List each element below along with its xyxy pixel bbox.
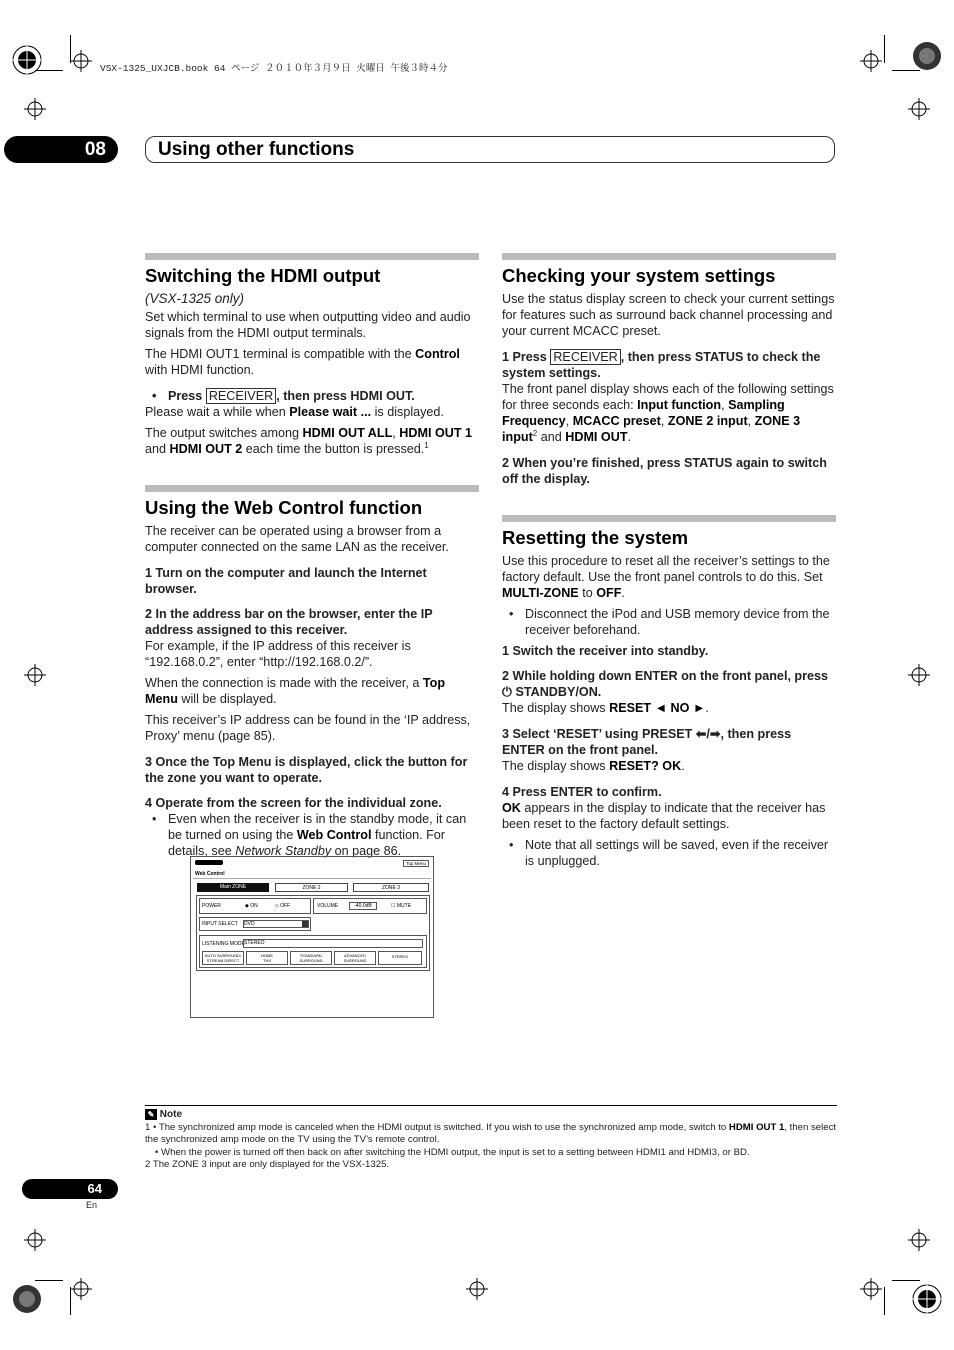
volume-value[interactable]: -40.0dB: [349, 902, 377, 910]
step: 1 Press RECEIVER , then press STATUS to check the system settings.: [502, 350, 821, 380]
paragraph: Please wait a while when Please wait ... is displayed.: [145, 405, 444, 419]
receiver-button-label: RECEIVER: [550, 349, 620, 365]
footnote-1: 1 • The synchronized amp mode is canceled when the HDMI output is switched. If you wish to use the synchronized amp mode, switch to HDMI OUT 1, then select the synchronized amp mode on the TV using the TV’s remote control.: [145, 1121, 837, 1146]
paragraph: Use this procedure to reset all the receiver’s settings to the factory default. Use the front panel controls to do this. Set MULTI-ZONE to OFF.: [502, 554, 830, 600]
footnote-ref: 1: [424, 440, 429, 450]
step: 3 Once the Top Menu is displayed, click the button for the zone you want to operate.: [145, 755, 468, 785]
receiver-button-label: RECEIVER: [206, 388, 276, 404]
section-bar: [145, 253, 479, 260]
paragraph: The output switches among HDMI OUT ALL, HDMI OUT 1 and HDMI OUT 2 each time the button is pressed.$^1$: [145, 426, 473, 456]
crosshair-icon: [860, 1278, 882, 1300]
zone-tab-main[interactable]: Main ZONE: [197, 883, 269, 892]
zone-tab-3[interactable]: ZONE 3: [353, 883, 429, 892]
crosshair-icon: [466, 1278, 488, 1300]
crop-mark: [884, 35, 885, 63]
step: 3 Select ‘RESET’ using PRESET ⬅/➡, then press ENTER on the front panel.: [502, 727, 792, 757]
list-item: • Note that all settings will be saved, even if the receiver is unplugged.: [502, 837, 836, 869]
zone-tab-2[interactable]: ZONE 2: [275, 883, 348, 892]
section-bar: [502, 253, 836, 260]
power-off-radio[interactable]: ◇ OFF: [275, 903, 291, 909]
section-title-web: Using the Web Control function: [145, 497, 423, 518]
section-title-reset: Resetting the system: [502, 527, 689, 548]
screen-title: Web Control: [195, 871, 225, 877]
crop-mark: [35, 1280, 63, 1281]
print-header: VSX-1325_UXJCB.book 64 ページ ２０１０年３月９日 火曜日 午後３時４分: [100, 63, 448, 74]
footnote-1b: • When the power is turned off then back on after switching the HDMI output, the input is set to a setting between HDMI1 and HDMI3, or BD.: [155, 1146, 750, 1158]
step: 2 In the address bar on the browser, enter the IP address assigned to this receiver.: [145, 607, 433, 637]
left-column: [145, 253, 479, 859]
crosshair-icon: [860, 50, 882, 72]
mode-button-auto[interactable]: AUTO SURROUND/ STREAM DIRECT: [202, 951, 244, 965]
crosshair-icon: [24, 1229, 46, 1251]
volume-label: VOLUME: [317, 903, 339, 909]
section-title-hdmi: Switching the HDMI output: [145, 265, 381, 286]
mode-button-advanced[interactable]: ADVANCED SURROUND: [334, 951, 376, 965]
mute-checkbox[interactable]: ☐ MUTE: [391, 903, 412, 909]
list-item: • Press RECEIVER , then press HDMI OUT.: [145, 388, 479, 404]
paragraph: The display shows RESET? OK.: [502, 759, 685, 773]
registration-circle-icon: [911, 1283, 933, 1305]
note-section: [145, 1105, 837, 1172]
pioneer-logo: [195, 860, 223, 865]
input-select-dropdown[interactable]: DVD: [243, 920, 309, 928]
crosshair-icon: [24, 664, 46, 686]
crosshair-icon: [70, 1278, 92, 1300]
page-number: 64: [22, 1179, 118, 1199]
paragraph: OK appears in the display to indicate that the receiver has been reset to the factory default settings.: [502, 801, 826, 831]
section-bar: [502, 515, 836, 522]
language-code: En: [86, 1200, 98, 1210]
registration-circle-icon: [11, 1283, 33, 1305]
web-control-screenshot: [190, 856, 434, 1018]
step: 4 Operate from the screen for the individual zone.: [145, 796, 442, 810]
list-item: • Even when the receiver is in the standby mode, it can be turned on using the Web Control function. For details, see Network Standby on page 86.: [145, 811, 479, 859]
right-column: [502, 253, 836, 869]
step: 2 While holding down ENTER on the front panel, press ⏻ STANDBY/ON.: [502, 669, 829, 699]
paragraph: For example, if the IP address of this receiver is “192.168.0.2”, enter “http://192.168.0.2/”.: [145, 639, 411, 669]
chapter-number: 08: [4, 136, 118, 163]
note-icon: ✎: [145, 1109, 157, 1120]
power-on-radio[interactable]: ◆ ON: [245, 903, 258, 909]
paragraph: When the connection is made with the receiver, a Top Menu will be displayed.: [145, 676, 446, 706]
step: 2 When you’re finished, press STATUS again to switch off the display.: [502, 456, 827, 486]
listening-mode-label: LISTENING MODE: [202, 941, 245, 947]
title-underline: [193, 878, 431, 879]
footnote-ref: 2: [532, 428, 538, 438]
step: 1 Turn on the computer and launch the Internet browser.: [145, 566, 427, 596]
paragraph: The receiver can be operated using a browser from a computer connected on the same LAN as the receiver.: [145, 524, 449, 554]
crosshair-icon: [24, 98, 46, 120]
mode-button-stereo[interactable]: STEREO: [378, 951, 422, 965]
paragraph: The front panel display shows each of the following settings for three seconds each: Input function, Sampling Frequency, MCACC preset, ZONE 2 input, ZONE 3 input$^2$ and HDMI OUT.: [502, 382, 834, 444]
registration-circle-icon: [911, 40, 933, 62]
paragraph: The display shows RESET ◄ NO ►.: [502, 701, 709, 715]
crosshair-icon: [70, 50, 92, 72]
listening-mode-value: STEREO: [243, 939, 423, 948]
step: 4 Press ENTER to confirm.: [502, 785, 662, 799]
crosshair-icon: [908, 98, 930, 120]
step: 1 Switch the receiver into standby.: [502, 644, 709, 658]
top-menu-button[interactable]: Top Menu: [403, 860, 429, 867]
registration-circle-icon: [11, 44, 33, 66]
section-subtitle: (VSX-1325 only): [145, 291, 245, 306]
section-bar: [145, 485, 479, 492]
crop-mark: [892, 1280, 920, 1281]
paragraph: Use the status display screen to check your current settings for features such as surround back channel processing and your current MCACC preset.: [502, 292, 835, 338]
footnote-2: 2 The ZONE 3 input are only displayed for the VSX-1325.: [145, 1159, 390, 1171]
power-label: POWER: [202, 903, 221, 909]
paragraph: This receiver’s IP address can be found in the ‘IP address, Proxy’ menu (page 85).: [145, 713, 471, 743]
crosshair-icon: [908, 1229, 930, 1251]
crosshair-icon: [908, 664, 930, 686]
paragraph: The HDMI OUT1 terminal is compatible with the Control with HDMI function.: [145, 347, 460, 377]
list-item: • Disconnect the iPod and USB memory device from the receiver beforehand.: [502, 606, 836, 638]
section-title-check: Checking your system settings: [502, 265, 776, 286]
note-heading: ✎ Note: [145, 1109, 837, 1122]
input-select-label: INPUT SELECT: [202, 921, 238, 927]
mode-button-thx[interactable]: HOME THX: [246, 951, 288, 965]
paragraph: Set which terminal to use when outputting video and audio signals from the HDMI output terminals.: [145, 310, 471, 340]
mode-button-standard[interactable]: STANDARD SURROUND: [290, 951, 332, 965]
chapter-title: Using other functions: [145, 136, 835, 163]
crop-mark: [884, 1287, 885, 1315]
